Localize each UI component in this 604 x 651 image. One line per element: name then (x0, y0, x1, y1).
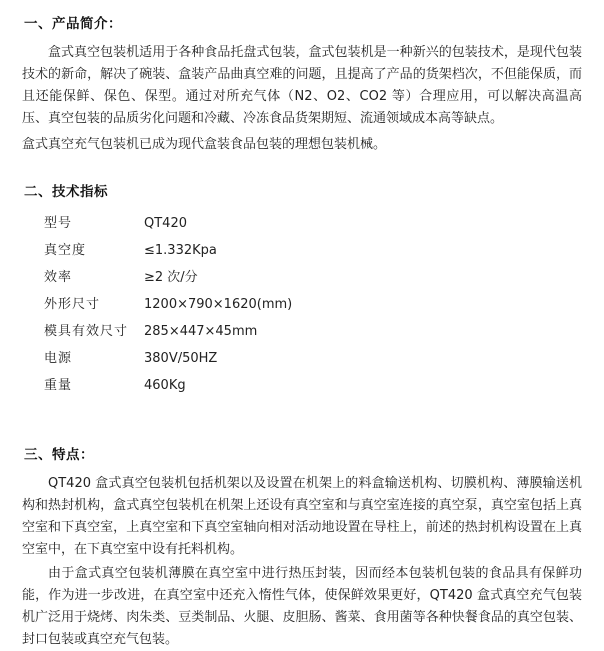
spec-label: 型号 (44, 216, 73, 231)
spec-label: 电源 (44, 351, 73, 366)
section-product-intro (22, 12, 582, 156)
spec-label: 模具有效尺寸 (44, 324, 129, 339)
section-divider-space (22, 399, 582, 443)
table-row (44, 345, 292, 372)
table-row (44, 210, 292, 237)
spec-value: QT420 (144, 216, 187, 231)
specs-table (44, 210, 292, 399)
table-row (44, 291, 292, 318)
features-paragraph-1: QT420 盒式真空包装机包括机架以及设置在机架上的料盒输送机构、切膜机构、薄膜输送机构和热封机构，盒式真空包装机在机架上还设有真空室和与真空室连接的真空泵，真空室包括上真空室和下真空室，上真空室和下真空室轴向相对活动地设置在导柱上，前述的热封机构设置在上真空室中，在下真空室中设有托料机构。 (22, 476, 582, 557)
spec-label: 重量 (44, 378, 73, 393)
features-body (22, 473, 582, 651)
section-heading-features: 三、特点： (24, 447, 94, 463)
spec-value: ≤1.332Kpa (144, 243, 217, 258)
table-row (44, 237, 292, 264)
table-row (44, 264, 292, 291)
spec-label: 真空度 (44, 243, 87, 258)
table-row (44, 318, 292, 345)
spec-label: 效率 (44, 270, 73, 285)
spec-value: 460Kg (144, 378, 186, 393)
section-heading-intro: 一、产品简介： (24, 16, 122, 32)
table-row (44, 372, 292, 399)
spec-value: 380V/50HZ (144, 351, 218, 366)
intro-paragraph-1: 盒式真空包装机适用于各种食品托盘式包装，盒式包装机是一种新兴的包装技术，是现代包装技术的新命，解决了碗装、盒装产品曲真空难的问题，且提高了产品的货架档次，不但能保质，而且还能保鲜、保色、保型。通过对所充气体（N2、O2、CO2 等）合理应用，可以解决高温高压、真空包装的品质劣化问题和冷藏、冷冻食品货架期短、流通领域成本高等缺点。 (22, 45, 582, 126)
spec-value: ≥2 次/分 (144, 270, 198, 285)
spec-value: 285×447×45mm (144, 324, 258, 339)
section-heading-specs: 二、技术指标 (24, 184, 108, 200)
features-paragraph-2: 由于盒式真空包装机薄膜在真空室中进行热压封装，因而经本包装机包装的食品具有保鲜功能，作为进一步改进，在真空室中还充入惰性气体，使保鲜效果更好，QT420 盒式真空充气包装机广泛用于烧烤、肉朱类、豆类制品、火腿、皮胆肠、酱菜、食用菌等各种快餐食品的真空包装、封口包装或真空充气包装。 (22, 566, 582, 647)
spec-label: 外形尺寸 (44, 297, 101, 312)
section-features (22, 443, 582, 651)
section-technical-specs (22, 180, 582, 399)
spec-value: 1200×790×1620(mm) (144, 297, 293, 312)
intro-paragraph-2: 盒式真空充气包装机已成为现代盒装食品包装的理想包装机械。 (22, 137, 387, 152)
